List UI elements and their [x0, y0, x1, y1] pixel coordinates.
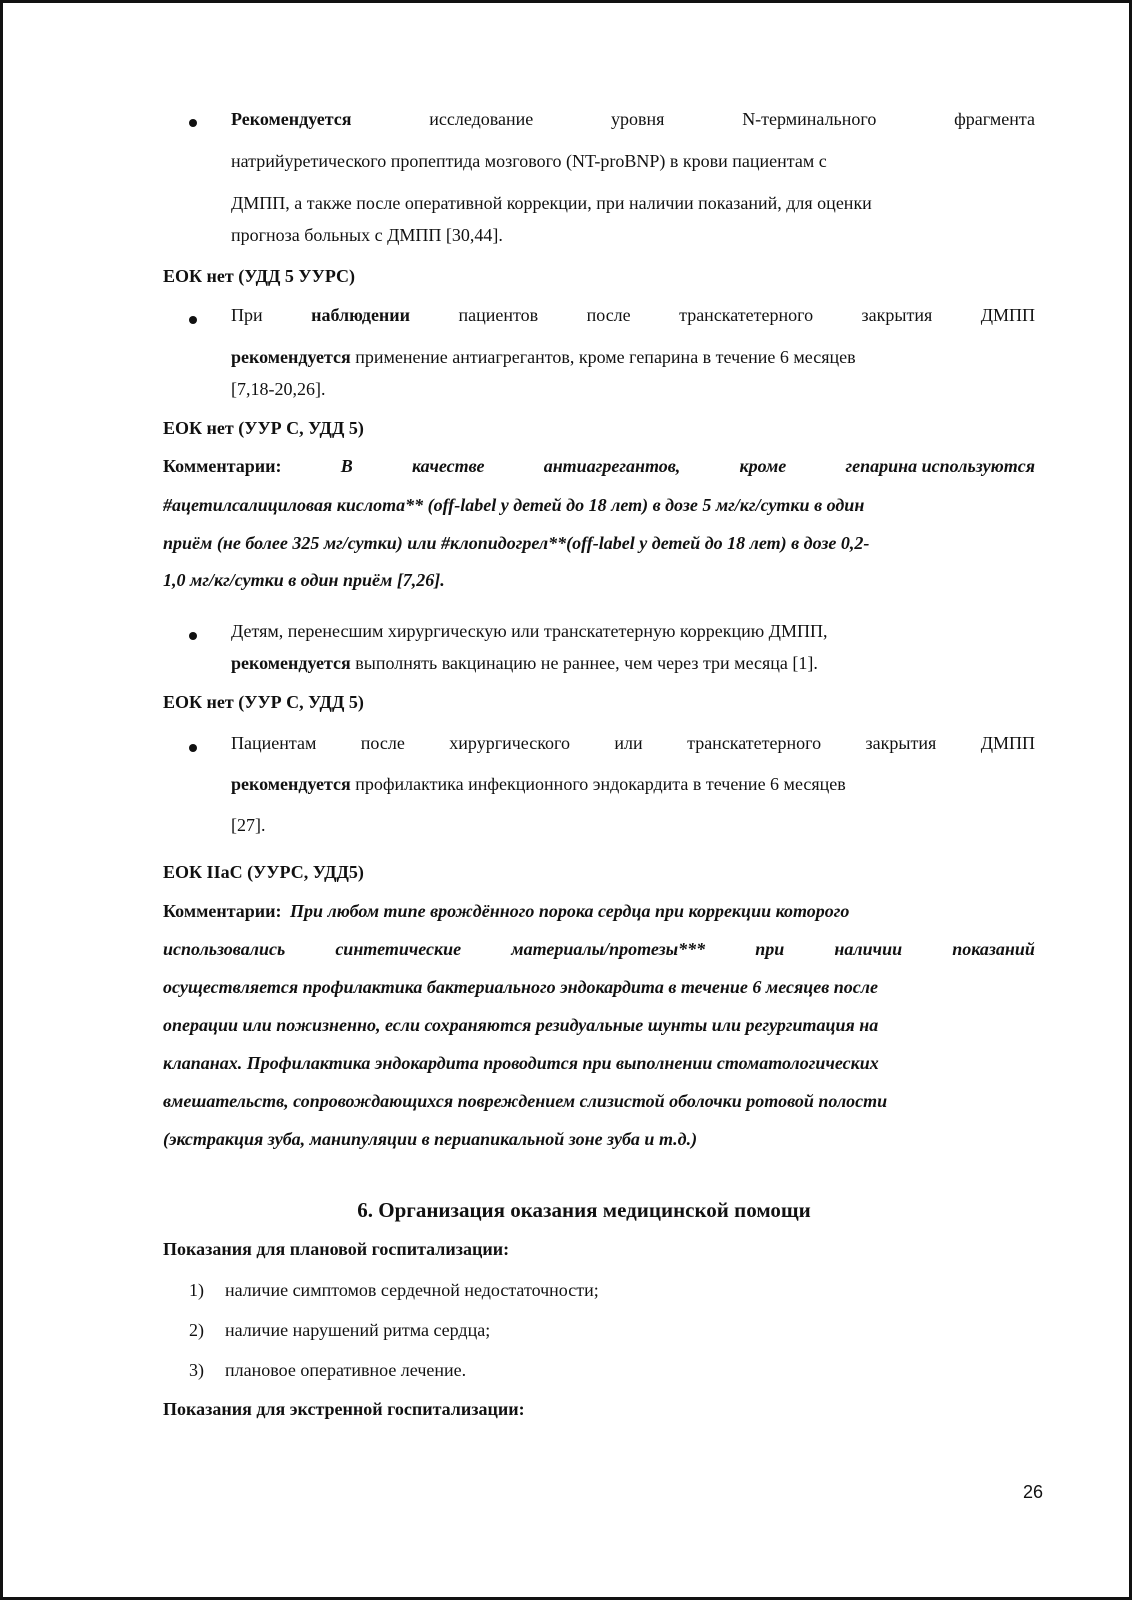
rec2-rest: применение антиагрегантов, кроме гепарина в течение 6 месяцев — [350, 347, 856, 367]
rec4-word: закрытия — [865, 733, 937, 753]
rec1-line3: ДМПП, а также после оперативной коррекции, при наличии показаний, для оценки — [231, 193, 872, 213]
rec1-word: исследование — [429, 109, 534, 129]
rec4-rest: профилактика инфекционного эндокардита в течение 6 месяцев — [350, 774, 846, 794]
grade-label: ЕОК нет (УУР С, УДД 5) — [163, 418, 364, 438]
rec2-line1 — [231, 304, 1035, 326]
list-number: 1) — [189, 1280, 204, 1300]
comment2-line6: вмешательств, сопровождающихся повреждением слизистой оболочки ротовой полости — [163, 1091, 888, 1111]
comment-label: Комментарии: — [163, 901, 282, 921]
comment1-word: В — [340, 456, 353, 476]
page-number: 26 — [1023, 1482, 1044, 1502]
rec1-word: уровня — [611, 109, 665, 129]
comment1-word: кроме — [739, 456, 787, 476]
list-item — [189, 1279, 599, 1301]
rec1-line4: прогноза больных с ДМПП [30,44]. — [231, 225, 503, 245]
rec4-word: Пациентам — [231, 733, 317, 753]
rec1-word: N-терминального — [742, 109, 877, 129]
rec4-word: или — [614, 733, 643, 753]
grade-label: ЕОК IIaC (УУРС, УДД5) — [163, 862, 364, 882]
comment-label: Комментарии: — [163, 456, 282, 476]
emergency-title: Показания для экстренной госпитализации: — [163, 1399, 525, 1419]
rec2-word: закрытия — [861, 305, 933, 325]
comment2-word: материалы/протезы*** — [511, 939, 706, 959]
comment2-line2 — [163, 938, 1035, 960]
rec4-word: ДМПП — [980, 733, 1035, 753]
comment1-line2: #ацетилсалициловая кислота** (off-label у детей до 18 лет) в дозе 5 мг/кг/сутки в один — [163, 495, 865, 515]
rec2-word: наблюдении — [311, 305, 411, 325]
bullet-icon — [189, 316, 197, 324]
list-text: наличие нарушений ритма сердца; — [225, 1320, 491, 1340]
comment2-word: наличии — [834, 939, 903, 959]
comment2-line7: (экстракция зуба, манипуляции в периапикальной зоне зуба и т.д.) — [163, 1129, 698, 1149]
list-text: наличие симптомов сердечной недостаточности; — [225, 1280, 599, 1300]
list-number: 3) — [189, 1360, 204, 1380]
list-item — [189, 1359, 466, 1381]
rec4-word: после — [360, 733, 405, 753]
comment2-line4: операции или пожизненно, если сохраняются резидуальные шунты или регургитация на — [163, 1015, 879, 1035]
rec2-line3: [7,18-20,26]. — [231, 379, 326, 399]
comment2-word: синтетические — [335, 939, 462, 959]
comment1-word: гепарина используются — [845, 456, 1035, 476]
rec2-word: ДМПП — [980, 305, 1035, 325]
rec2-word: транскатетерного — [679, 305, 814, 325]
bullet-icon — [189, 632, 197, 640]
rec3-lead: рекомендуется — [231, 653, 351, 673]
bullet-icon — [189, 119, 197, 127]
list-number: 2) — [189, 1320, 204, 1340]
comment1-word: качестве — [412, 456, 485, 476]
comment2-line3: осуществляется профилактика бактериального эндокардита в течение 6 месяцев после — [163, 977, 878, 997]
comment2-word: при — [755, 939, 785, 959]
rec1-line2: натрийуретического пропептида мозгового (NT-proBNP) в крови пациентам с — [231, 151, 827, 171]
rec2-line2 — [231, 346, 856, 368]
planned-title: Показания для плановой госпитализации: — [163, 1239, 510, 1259]
rec4-line3: [27]. — [231, 815, 266, 835]
rec3-line2 — [231, 652, 818, 674]
rec2-word: после — [586, 305, 631, 325]
rec4-line1 — [231, 732, 1035, 754]
section-title: 6. Организация оказания медицинской помощи — [357, 1198, 811, 1222]
rec2-word: При — [231, 305, 263, 325]
list-item — [189, 1319, 490, 1341]
rec1-word: фрагмента — [954, 109, 1035, 129]
rec1-line1 — [231, 108, 1035, 130]
comment2-text: При любом типе врождённого порока сердца при коррекции которого — [290, 901, 850, 921]
comment2-line1 — [163, 900, 849, 922]
rec3-line1: Детям, перенесшим хирургическую или транскатетерную коррекцию ДМПП, — [231, 621, 828, 641]
comment2-line5: клапанах. Профилактика эндокардита проводится при выполнении стоматологических — [163, 1053, 879, 1073]
rec2-word: пациентов — [458, 305, 539, 325]
bullet-icon — [189, 744, 197, 752]
grade-label: ЕОК нет (УДД 5 УУРС) — [163, 266, 356, 286]
comment1-word: антиагрегантов, — [543, 456, 681, 476]
rec4-word: транскатетерного — [687, 733, 822, 753]
rec2-lead: рекомендуется — [231, 347, 351, 367]
comment1-line4: 1,0 мг/кг/сутки в один приём [7,26]. — [163, 570, 445, 590]
rec4-line2 — [231, 773, 846, 795]
list-text: плановое оперативное лечение. — [225, 1360, 467, 1380]
comment1-line1 — [163, 455, 1035, 477]
grade-label: ЕОК нет (УУР С, УДД 5) — [163, 692, 364, 712]
rec4-lead: рекомендуется — [231, 774, 351, 794]
rec4-word: хирургического — [449, 733, 570, 753]
comment2-word: показаний — [952, 939, 1035, 959]
rec3-rest: выполнять вакцинацию не раннее, чем через три месяца [1]. — [350, 653, 818, 673]
comment1-line3: приём (не более 325 мг/сутки) или #клопидогрел**(off-label у детей до 18 лет) в дозе 0,2- — [163, 533, 870, 553]
comment2-word: использовались — [163, 939, 286, 959]
rec1-lead: Рекомендуется — [231, 109, 352, 129]
